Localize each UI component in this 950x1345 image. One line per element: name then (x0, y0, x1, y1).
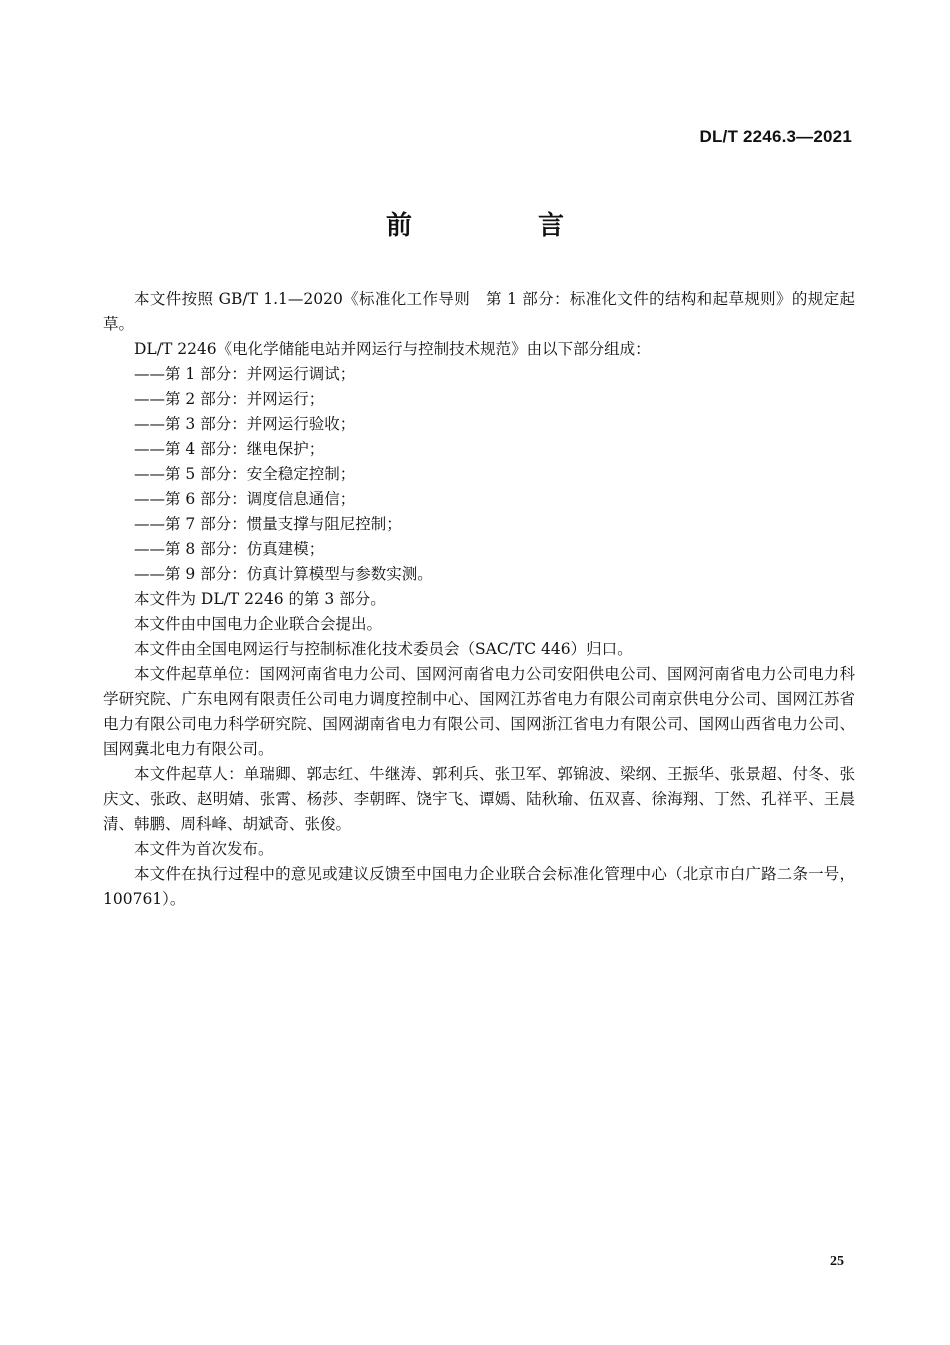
list-item: ——第 7 部分：惯量支撑与阻尼控制； (134, 515, 402, 533)
paragraph-drafters: 本文件起草人：单瑞卿、郭志红、牛继涛、郭利兵、张卫军、郭锦波、梁纲、王振华、张景超、付冬、张庆文、张政、赵明婧、张霄、杨莎、李朝晖、饶宇飞、谭嫣、陆秋瑜、伍双喜、徐海翔、丁然、孔祥平、王晨清、韩鹏、周科峰、胡斌奇、张俊。 (103, 765, 855, 833)
list-item: ——第 9 部分：仿真计算模型与参数实测。 (134, 565, 433, 583)
paragraph-proposer: 本文件由中国电力企业联合会提出。 (134, 615, 383, 633)
foreword-body (103, 287, 855, 912)
list-item: ——第 1 部分：并网运行调试； (134, 365, 356, 383)
paragraph-committee: 本文件由全国电网运行与控制标准化技术委员会（SAC/TC 446）归口。 (134, 640, 633, 658)
paragraph-feedback: 本文件在执行过程中的意见或建议反馈至中国电力企业联合会标准化管理中心（北京市白广路二条一号，100761）。 (103, 865, 855, 908)
parts-list (103, 362, 855, 587)
list-item: ——第 4 部分：继电保护； (134, 440, 325, 458)
paragraph-drafting-units: 本文件起草单位：国网河南省电力公司、国网河南省电力公司安阳供电公司、国网河南省电力公司电力科学研究院、广东电网有限责任公司电力调度控制中心、国网江苏省电力有限公司南京供电分公司、国网江苏省电力有限公司电力科学研究院、国网湖南省电力有限公司、国网浙江省电力有限公司、国网山西省电力公司、国网冀北电力有限公司。 (103, 665, 855, 758)
page-title: 前 言 (385, 211, 614, 241)
paragraph-part-number: 本文件为 DL/T 2246 的第 3 部分。 (134, 590, 386, 608)
list-item: ——第 5 部分：安全稳定控制； (134, 465, 356, 483)
paragraph-drafting-rules: 本文件按照 GB/T 1.1—2020《标准化工作导则 第 1 部分：标准化文件的结构和起草规则》的规定起草。 (103, 290, 855, 333)
paragraph-parts-intro: DL/T 2246《电化学储能电站并网运行与控制技术规范》由以下部分组成： (134, 340, 651, 358)
list-item: ——第 3 部分：并网运行验收； (134, 415, 356, 433)
list-item: ——第 6 部分：调度信息通信； (134, 490, 356, 508)
page-number: 25 (830, 1254, 844, 1269)
standard-code: DL/T 2246.3—2021 (699, 127, 852, 146)
list-item: ——第 2 部分：并网运行； (134, 390, 325, 408)
paragraph-first-release: 本文件为首次发布。 (134, 840, 274, 858)
list-item: ——第 8 部分：仿真建模； (134, 540, 325, 558)
